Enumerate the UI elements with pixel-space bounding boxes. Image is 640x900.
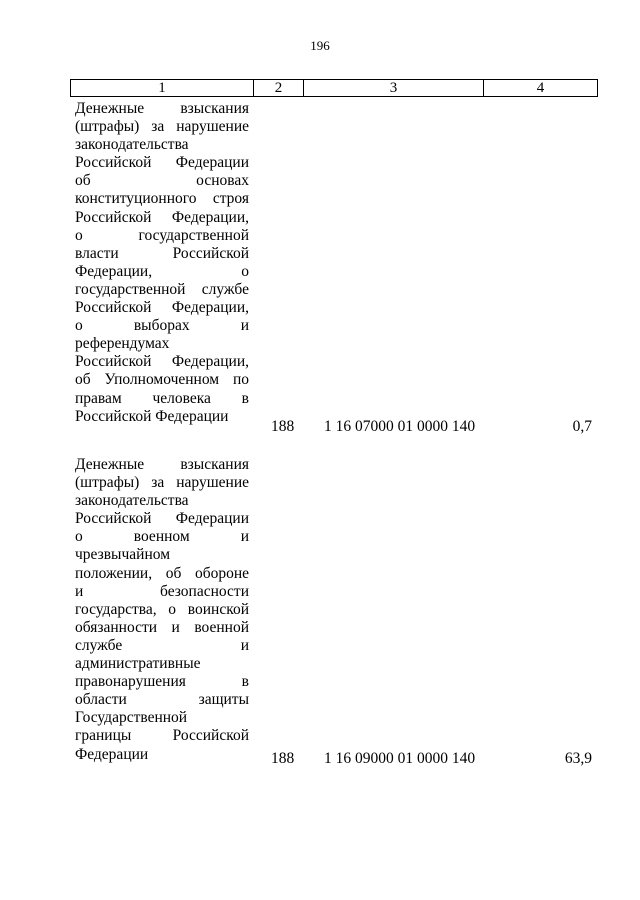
description-line: о выборах и <box>75 317 249 335</box>
amount: 63,9 <box>564 750 592 767</box>
description-line: (штрафы) за нарушение <box>75 118 249 136</box>
description-line: Российской Федерации <box>75 510 249 528</box>
amount: 0,7 <box>572 418 592 435</box>
description-line: о государственной <box>75 226 249 244</box>
description-line: референдумах <box>75 335 170 353</box>
description-line: законодательства <box>75 492 189 510</box>
description-line: Денежные взыскания <box>75 100 249 117</box>
admin-code: 188 <box>271 418 295 435</box>
description-line: законодательства <box>75 136 189 154</box>
description-line: службе и <box>75 636 249 654</box>
description-line: Федерации <box>75 745 149 763</box>
description-line: Российской Федерации, <box>75 299 249 317</box>
description-line: власти Российской <box>75 244 249 262</box>
budget-classification-code: 1 16 07000 01 0000 140 <box>324 418 476 435</box>
description-line: обязанности и военной <box>75 618 249 636</box>
description-line: и безопасности <box>75 582 249 600</box>
admin-code: 188 <box>271 750 295 767</box>
description-line: Российской Федерации <box>75 154 249 172</box>
description-line: об основах <box>75 172 249 190</box>
description-line: Российской Федерации, <box>75 353 249 371</box>
row-description <box>75 100 249 426</box>
description-line: Государственной <box>75 709 188 727</box>
budget-classification-code: 1 16 09000 01 0000 140 <box>324 750 476 767</box>
column-header-4: 4 <box>536 80 545 96</box>
description-line: конституционного строя <box>75 190 249 208</box>
page-number: 196 <box>310 38 330 53</box>
description-line: области защиты <box>75 691 249 709</box>
description-line: государственной службе <box>75 280 249 298</box>
description-line: границы Российской <box>75 727 249 745</box>
description-line: правам человека в <box>75 389 249 407</box>
description-line: положении, об обороне <box>75 564 249 582</box>
description-line: Российской Федерации <box>75 407 229 425</box>
description-line: об Уполномоченном по <box>75 371 249 389</box>
column-header-3: 3 <box>304 80 484 96</box>
description-line: (штрафы) за нарушение <box>75 474 249 492</box>
table-header <box>70 79 598 97</box>
description-line: административные <box>75 655 201 673</box>
description-line: правонарушения в <box>75 673 249 691</box>
column-header-1: 1 <box>71 80 254 96</box>
description-line: о военном и <box>75 528 249 546</box>
description-line: Российской Федерации, <box>75 208 249 226</box>
description-line: чрезвычайном <box>75 546 170 564</box>
column-header-2: 2 <box>254 80 304 96</box>
description-line: Федерации, о <box>75 262 249 280</box>
description-line: государства, о воинской <box>75 600 249 618</box>
row-description <box>75 456 249 764</box>
description-line: Денежные взыскания <box>75 456 249 473</box>
